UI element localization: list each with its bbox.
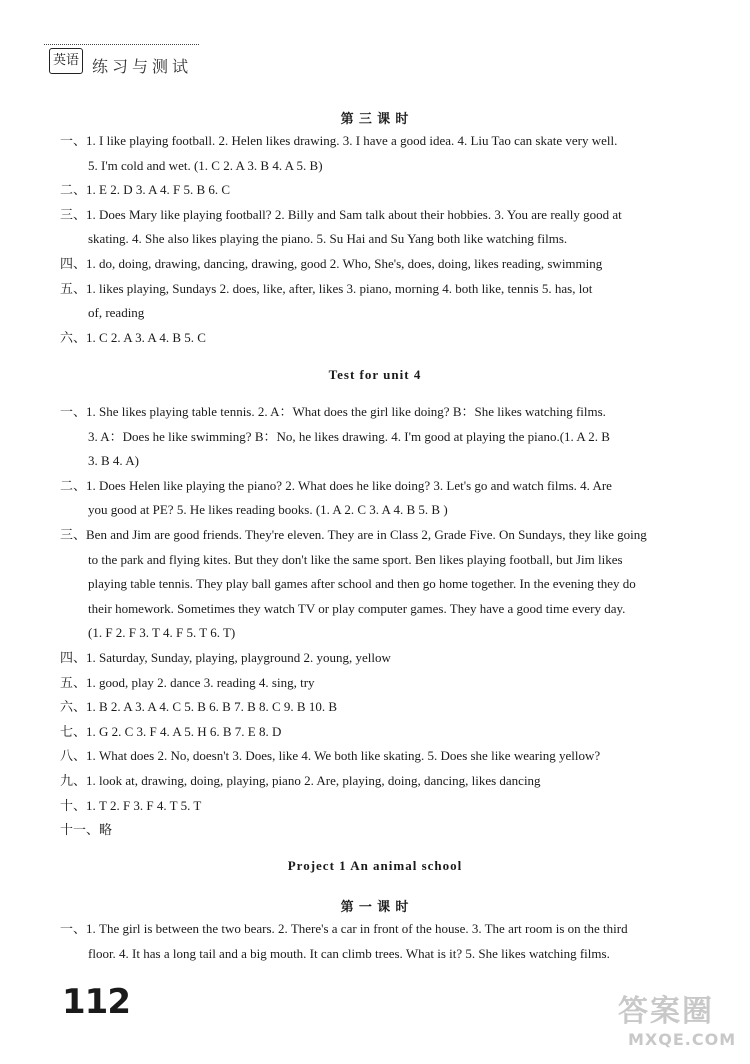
book-title: 练习与测试 xyxy=(92,57,193,76)
section-heading: 第 三 课 时 xyxy=(340,111,410,126)
header-dotted-rule xyxy=(44,44,199,45)
answer-line: 三、1. Does Mary like playing football? 2. Billy and Sam talk about their hobbies. 3. You are really good at xyxy=(60,206,622,222)
watermark-url: MXQE.COM xyxy=(628,1030,737,1049)
answer-line: 七、1. G 2. C 3. F 4. A 5. H 6. B 7. E 8. D xyxy=(60,723,282,739)
section-heading: 第 一 课 时 xyxy=(340,899,410,914)
page-number: 112 xyxy=(62,982,130,1022)
answer-line: 八、1. What does 2. No, doesn't 3. Does, like 4. We both like skating. 5. Does she like wearing yellow? xyxy=(60,748,601,764)
watermark-text: 答案圈 xyxy=(618,994,714,1029)
answer-line: their homework. Sometimes they watch TV or play computer games. They have a good time every day. xyxy=(88,600,626,616)
answer-line: 十一、略 xyxy=(60,822,113,838)
answer-line: 三、Ben and Jim are good friends. They're eleven. They are in Class 2, Grade Five. On Sundays, they like going xyxy=(60,527,647,542)
answer-line: 3. B 4. A) xyxy=(88,453,139,469)
answer-line: 五、1. good, play 2. dance 3. reading 4. sing, try xyxy=(60,674,315,690)
answer-line: 一、1. I like playing football. 2. Helen likes drawing. 3. I have a good idea. 4. Liu Tao can skate very well. xyxy=(60,133,618,148)
answer-line: 3. A：Does he like swimming? B：No, he likes drawing. 4. I'm good at playing the piano.(1. A 2. B xyxy=(88,428,610,444)
section-heading: Project 1 An animal school xyxy=(287,858,463,873)
page-header xyxy=(44,40,204,80)
answer-line: 五、1. likes playing, Sundays 2. does, like, after, likes 3. piano, morning 4. both like, tennis 5. has, lot xyxy=(60,280,593,296)
answer-line: 一、1. The girl is between the two bears. 2. There's a car in front of the house. 3. The art room is on the third xyxy=(60,921,628,936)
answer-line: (1. F 2. F 3. T 4. F 5. T 6. T) xyxy=(88,625,236,641)
answer-line: 二、1. E 2. D 3. A 4. F 5. B 6. C xyxy=(60,182,231,198)
answer-line: skating. 4. She also likes playing the piano. 5. Su Hai and Su Yang both like watching films. xyxy=(88,231,568,247)
answer-line: 九、1. look at, drawing, doing, playing, piano 2. Are, playing, doing, dancing, likes dancing xyxy=(60,773,541,788)
answer-line: floor. 4. It has a long tail and a big mouth. It can climb trees. What is it? 5. She likes watching films. xyxy=(88,945,610,961)
answer-line: to the park and flying kites. But they don't like the same sport. Ben likes playing football, but Jim likes xyxy=(88,551,623,567)
subject-tag: 英语 xyxy=(49,48,83,74)
answer-line: playing table tennis. They play ball games after school and then go home together. In the evening they do xyxy=(88,576,636,592)
answer-line: 十、1. T 2. F 3. F 4. T 5. T xyxy=(60,797,202,813)
answer-line: you good at PE? 5. He likes reading books. (1. A 2. C 3. A 4. B 5. B ) xyxy=(88,502,448,518)
answer-line: 四、1. do, doing, drawing, dancing, drawing, good 2. Who, She's, does, doing, likes reading, swimming xyxy=(60,256,603,271)
answer-line: 5. I'm cold and wet. (1. C 2. A 3. B 4. A 5. B) xyxy=(88,157,323,173)
answer-line: 四、1. Saturday, Sunday, playing, playground 2. young, yellow xyxy=(60,650,391,665)
answer-line: 六、1. C 2. A 3. A 4. B 5. C xyxy=(60,329,206,345)
answer-line: 六、1. B 2. A 3. A 4. C 5. B 6. B 7. B 8. C 9. B 10. B xyxy=(60,699,338,715)
watermark-logo xyxy=(612,986,742,1056)
answer-line: of, reading xyxy=(88,305,145,321)
answer-line: 一、1. She likes playing table tennis. 2. A：What does the girl like doing? B：She likes watching films. xyxy=(60,404,606,419)
section-heading: Test for unit 4 xyxy=(328,367,422,382)
answer-line: 二、1. Does Helen like playing the piano? 2. What does he like doing? 3. Let's go and watch films. 4. Are xyxy=(60,477,612,493)
